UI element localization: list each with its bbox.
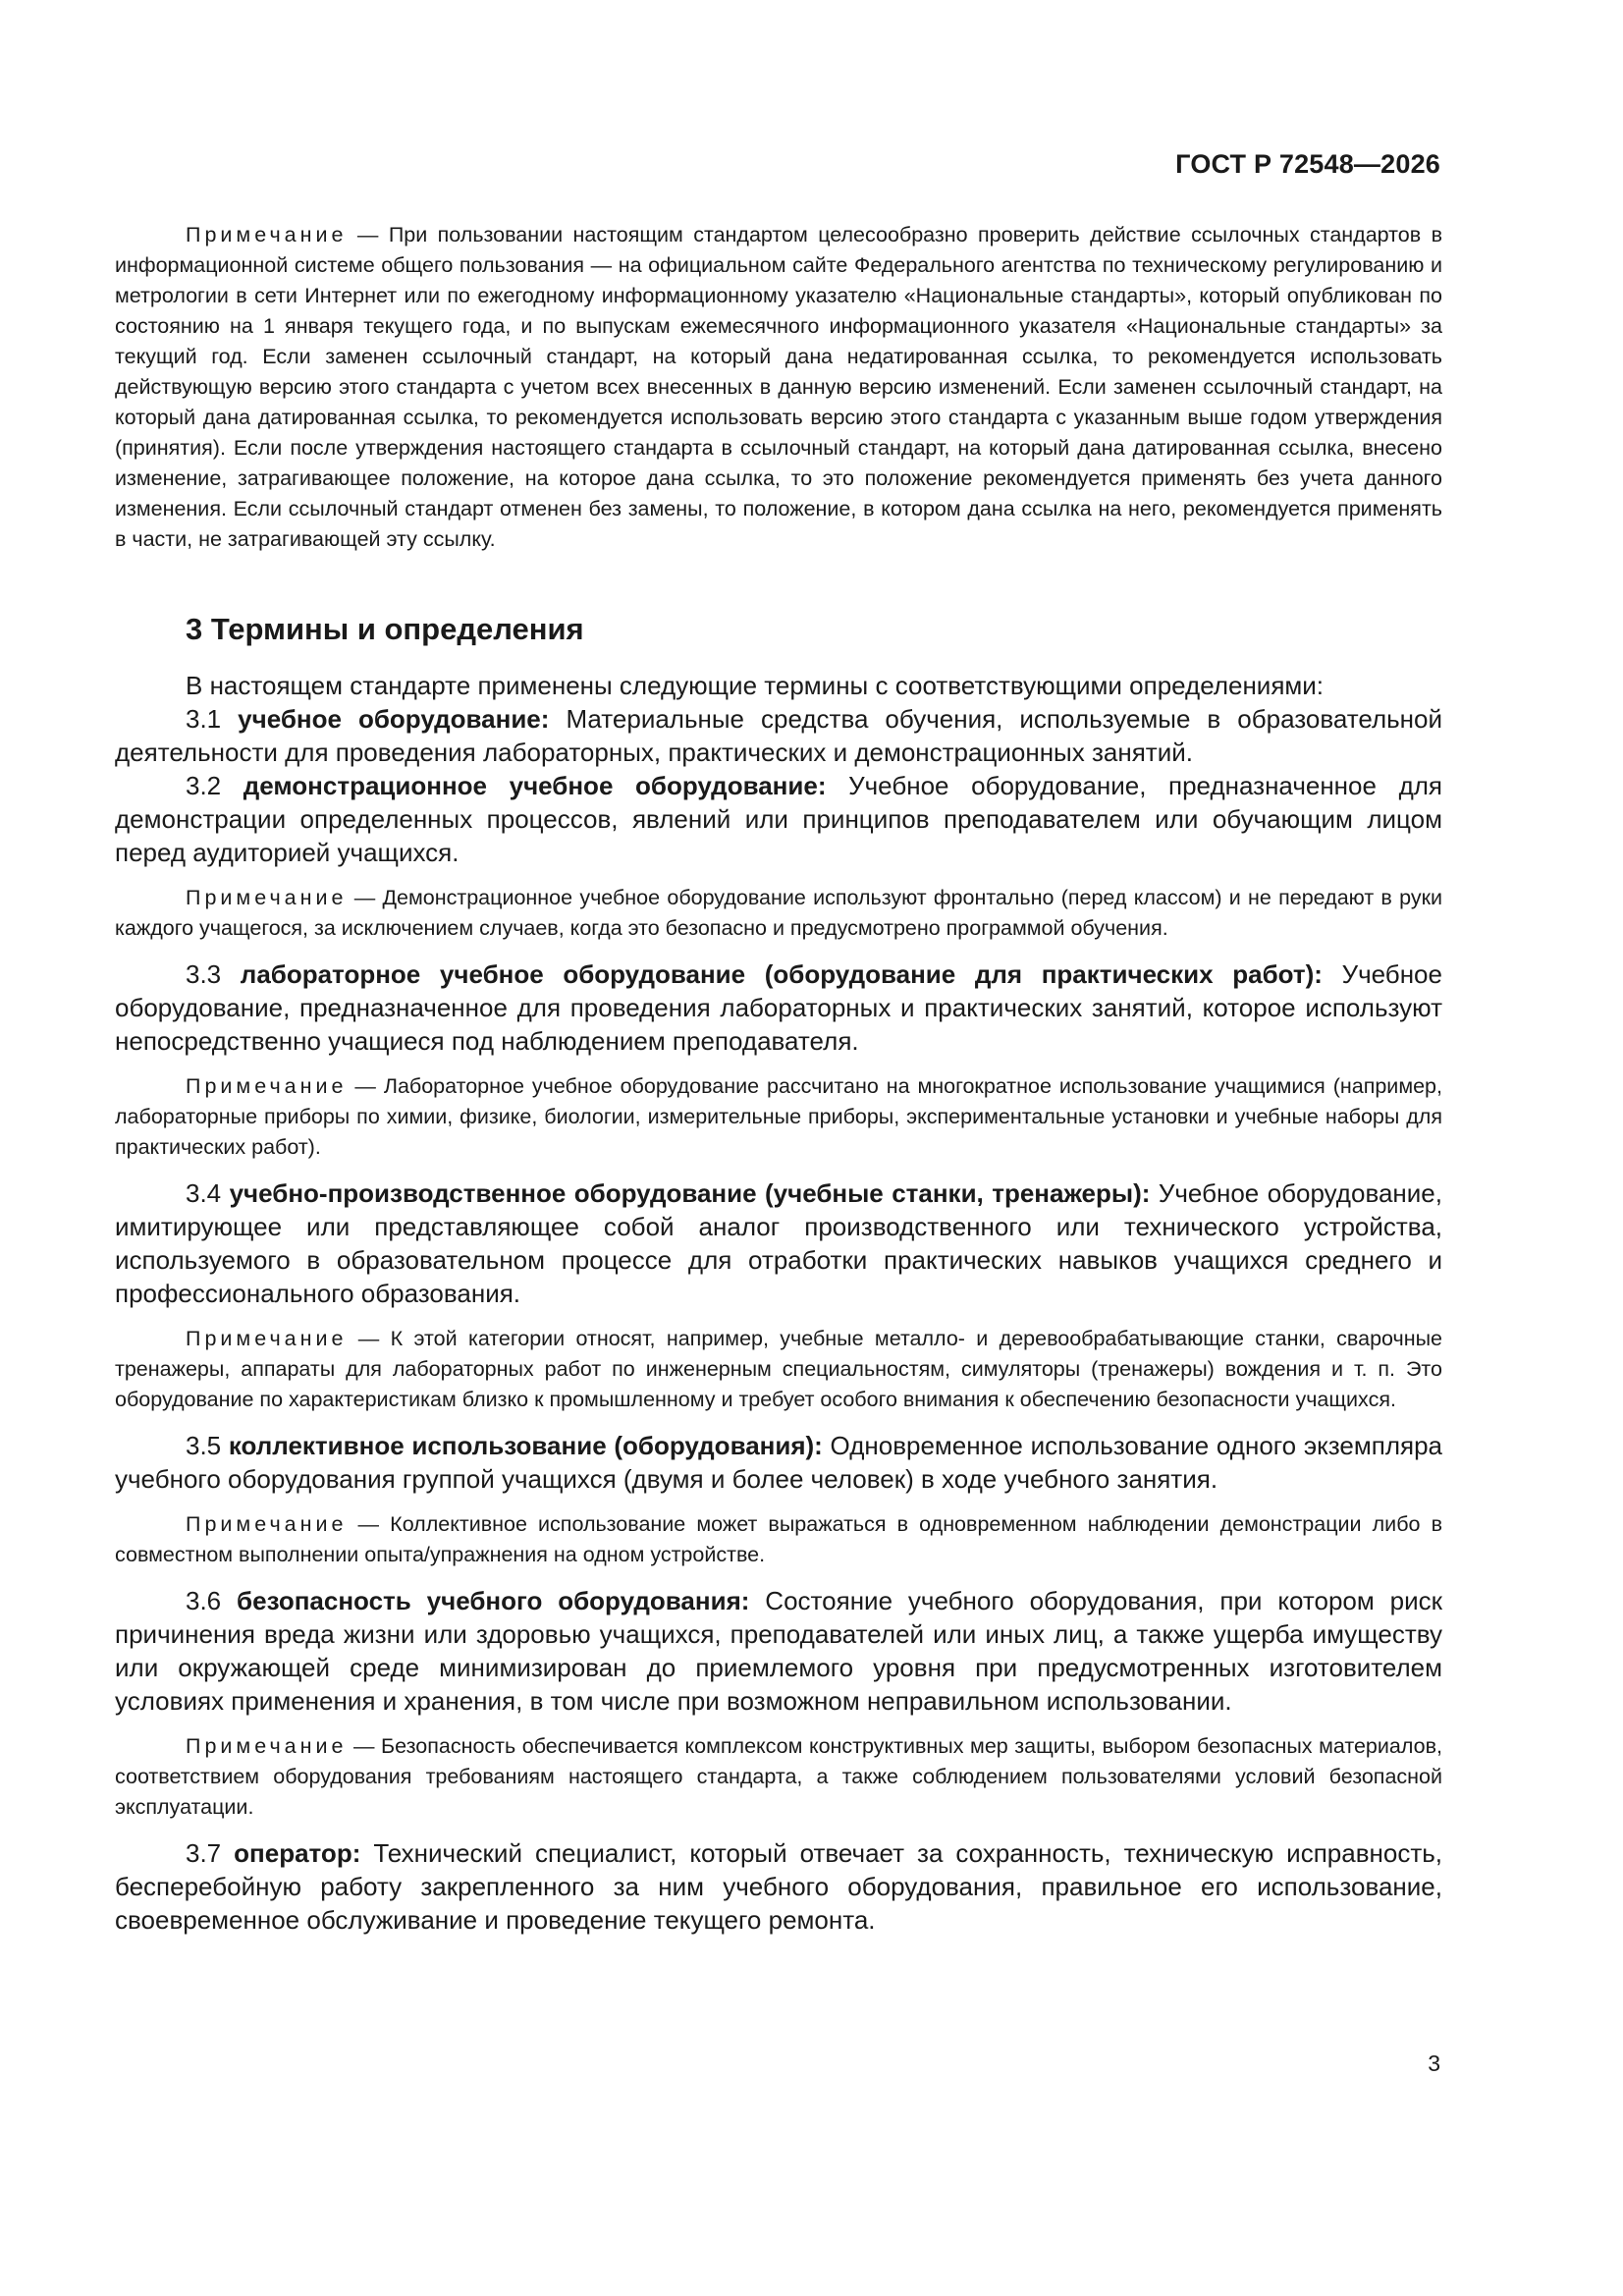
- term-name: учебное оборудование:: [238, 704, 550, 734]
- term-number: 3.1: [186, 704, 222, 734]
- note-label: Примечание: [186, 1327, 348, 1350]
- note-label: Примечание: [186, 1734, 348, 1758]
- term-name: лабораторное учебное оборудование (оборудование для практических работ):: [240, 959, 1323, 989]
- term-number: 3.5: [186, 1431, 222, 1460]
- term-number: 3.2: [186, 771, 222, 800]
- term-definition: Одновременное использование одного экземпляра учебного оборудования группой учащихся (двумя и более человек) в ходе учебного занятия.: [115, 1431, 1442, 1494]
- term-3-3: [115, 957, 1442, 1058]
- standard-code: ГОСТ Р 72548—2026: [1175, 149, 1440, 179]
- term-name: оператор:: [234, 1838, 361, 1868]
- term-3-4: [115, 1176, 1442, 1310]
- note-label: Примечание: [186, 886, 348, 909]
- term-number: 3.3: [186, 959, 222, 989]
- term-3-3-note: [115, 1071, 1442, 1163]
- note-text: К этой категории относят, например, учебные металло- и деревообрабатывающие станки, сварочные тренажеры, аппараты для лабораторных работ по инженерным специальностям, симуляторы (тренажеры) вождения и т. п. Это оборудование по характеристикам близко к промышленному и требует особого внимания к обеспечению безопасности учащихся.: [115, 1327, 1442, 1411]
- note-text: Коллективное использование может выражаться в одновременном наблюдении демонстрации либо в совместном выполнении опыта/упражнения на одном устройстве.: [115, 1512, 1442, 1566]
- term-3-5: [115, 1429, 1442, 1496]
- term-3-2: [115, 769, 1442, 869]
- term-3-6: [115, 1584, 1442, 1718]
- note-dash: —: [347, 1074, 384, 1098]
- term-definition: Технический специалист, который отвечает за сохранность, техническую исправность, бесперебойную работу закрепленного за ним учебного оборудования, правильное его использование, своевременное обслуживание и проведение текущего ремонта.: [115, 1838, 1442, 1935]
- section-intro: В настоящем стандарте применены следующие термины с соответствующими определениями:: [186, 671, 1325, 700]
- term-definition: Состояние учебного оборудования, при котором риск причинения вреда жизни или здоровью учащихся, преподавателей или иных лиц, а также ущерба имуществу или окружающей среде минимизирован до приемлемого уровня при предусмотренных изготовителем условиях применения и хранения, в том числе при возможном неправильном использовании.: [115, 1586, 1442, 1716]
- term-name: коллективное использование (оборудования):: [228, 1431, 823, 1460]
- term-3-6-note: [115, 1731, 1442, 1823]
- note-label: Примечание: [186, 1074, 348, 1098]
- term-3-5-note: [115, 1509, 1442, 1570]
- term-name: демонстрационное учебное оборудование:: [243, 771, 827, 800]
- note-dash: —: [347, 223, 389, 246]
- note-label: Примечание: [186, 1512, 348, 1536]
- term-3-2-note: [115, 883, 1442, 944]
- section-title: 3 Термины и определения: [186, 612, 584, 646]
- note-text: Демонстрационное учебное оборудование используют фронтально (перед классом) и не передают в руки каждого учащегося, за исключением случаев, когда это безопасно и предусмотрено программой обучения.: [115, 886, 1442, 940]
- term-3-1: [115, 702, 1442, 769]
- note-dash: —: [347, 1734, 382, 1758]
- note-dash: —: [347, 1512, 391, 1536]
- note-dash: —: [347, 886, 383, 909]
- term-name: безопасность учебного оборудования:: [237, 1586, 750, 1615]
- term-number: 3.6: [186, 1586, 222, 1615]
- term-3-7: [115, 1836, 1442, 1937]
- page-content: [115, 220, 1442, 1937]
- page-number: 3: [1428, 2050, 1440, 2076]
- note-label: Примечание: [186, 223, 348, 246]
- term-3-4-note: [115, 1324, 1442, 1415]
- term-definition: Учебное оборудование, предназначенное для проведения лабораторных и практических занятий, которое используют непосредственно учащиеся под наблюдением преподавателя.: [115, 959, 1442, 1056]
- term-definition: Учебное оборудование, имитирующее или представляющее собой аналог производственного или технического устройства, используемого в образовательном процессе для отработки практических навыков учащихся среднего и профессионального образования.: [115, 1178, 1442, 1308]
- note-text: Лабораторное учебное оборудование рассчитано на многократное использование учащимися (например, лабораторные приборы по химии, физике, биологии, измерительные приборы, экспериментальные установки и учебные наборы для практических работ).: [115, 1074, 1442, 1159]
- term-definition: Материальные средства обучения, используемые в образовательной деятельности для проведения лабораторных, практических и демонстрационных занятий.: [115, 704, 1443, 767]
- term-number: 3.7: [186, 1838, 222, 1868]
- term-name: учебно-производственное оборудование (учебные станки, тренажеры):: [229, 1178, 1151, 1208]
- term-number: 3.4: [186, 1178, 222, 1208]
- note-dash: —: [347, 1327, 391, 1350]
- intro-note: [115, 220, 1442, 555]
- intro-note-text: При пользовании настоящим стандартом целесообразно проверить действие ссылочных стандартов в информационной системе общего пользования — на официальном сайте Федерального агентства по техническому регулированию и метрологии в сети Интернет или по ежегодному информационному указателю «Национальные стандарты», который опубликован по состоянию на 1 января текущего года, и по выпускам ежемесячного информационного указателя «Национальные стандарты» за текущий год. Если заменен ссылочный стандарт, на который дана недатированная ссылка, то рекомендуется использовать действующую версию этого стандарта с учетом всех внесенных в данную версию изменений. Если заменен ссылочный стандарт, на который дана датированная ссылка, то рекомендуется использовать версию этого стандарта с указанным выше годом утверждения (принятия). Если после утверждения настоящего стандарта в ссылочный стандарт, на который дана датированная ссылка, внесено изменение, затрагивающее положение, на которое дана ссылка, то это положение рекомендуется применять без учета данного изменения. Если ссылочный стандарт отменен без замены, то положение, в котором дана ссылка на него, рекомендуется применять в части, не затрагивающей эту ссылку.: [115, 223, 1442, 551]
- note-text: Безопасность обеспечивается комплексом конструктивных мер защиты, выбором безопасных материалов, соответствием оборудования требованиям настоящего стандарта, а также соблюдением пользователями условий безопасной эксплуатации.: [115, 1734, 1442, 1819]
- term-definition: Учебное оборудование, предназначенное для демонстрации определенных процессов, явлений или принципов преподавателем или обучающим лицом перед аудиторией учащихся.: [115, 771, 1442, 867]
